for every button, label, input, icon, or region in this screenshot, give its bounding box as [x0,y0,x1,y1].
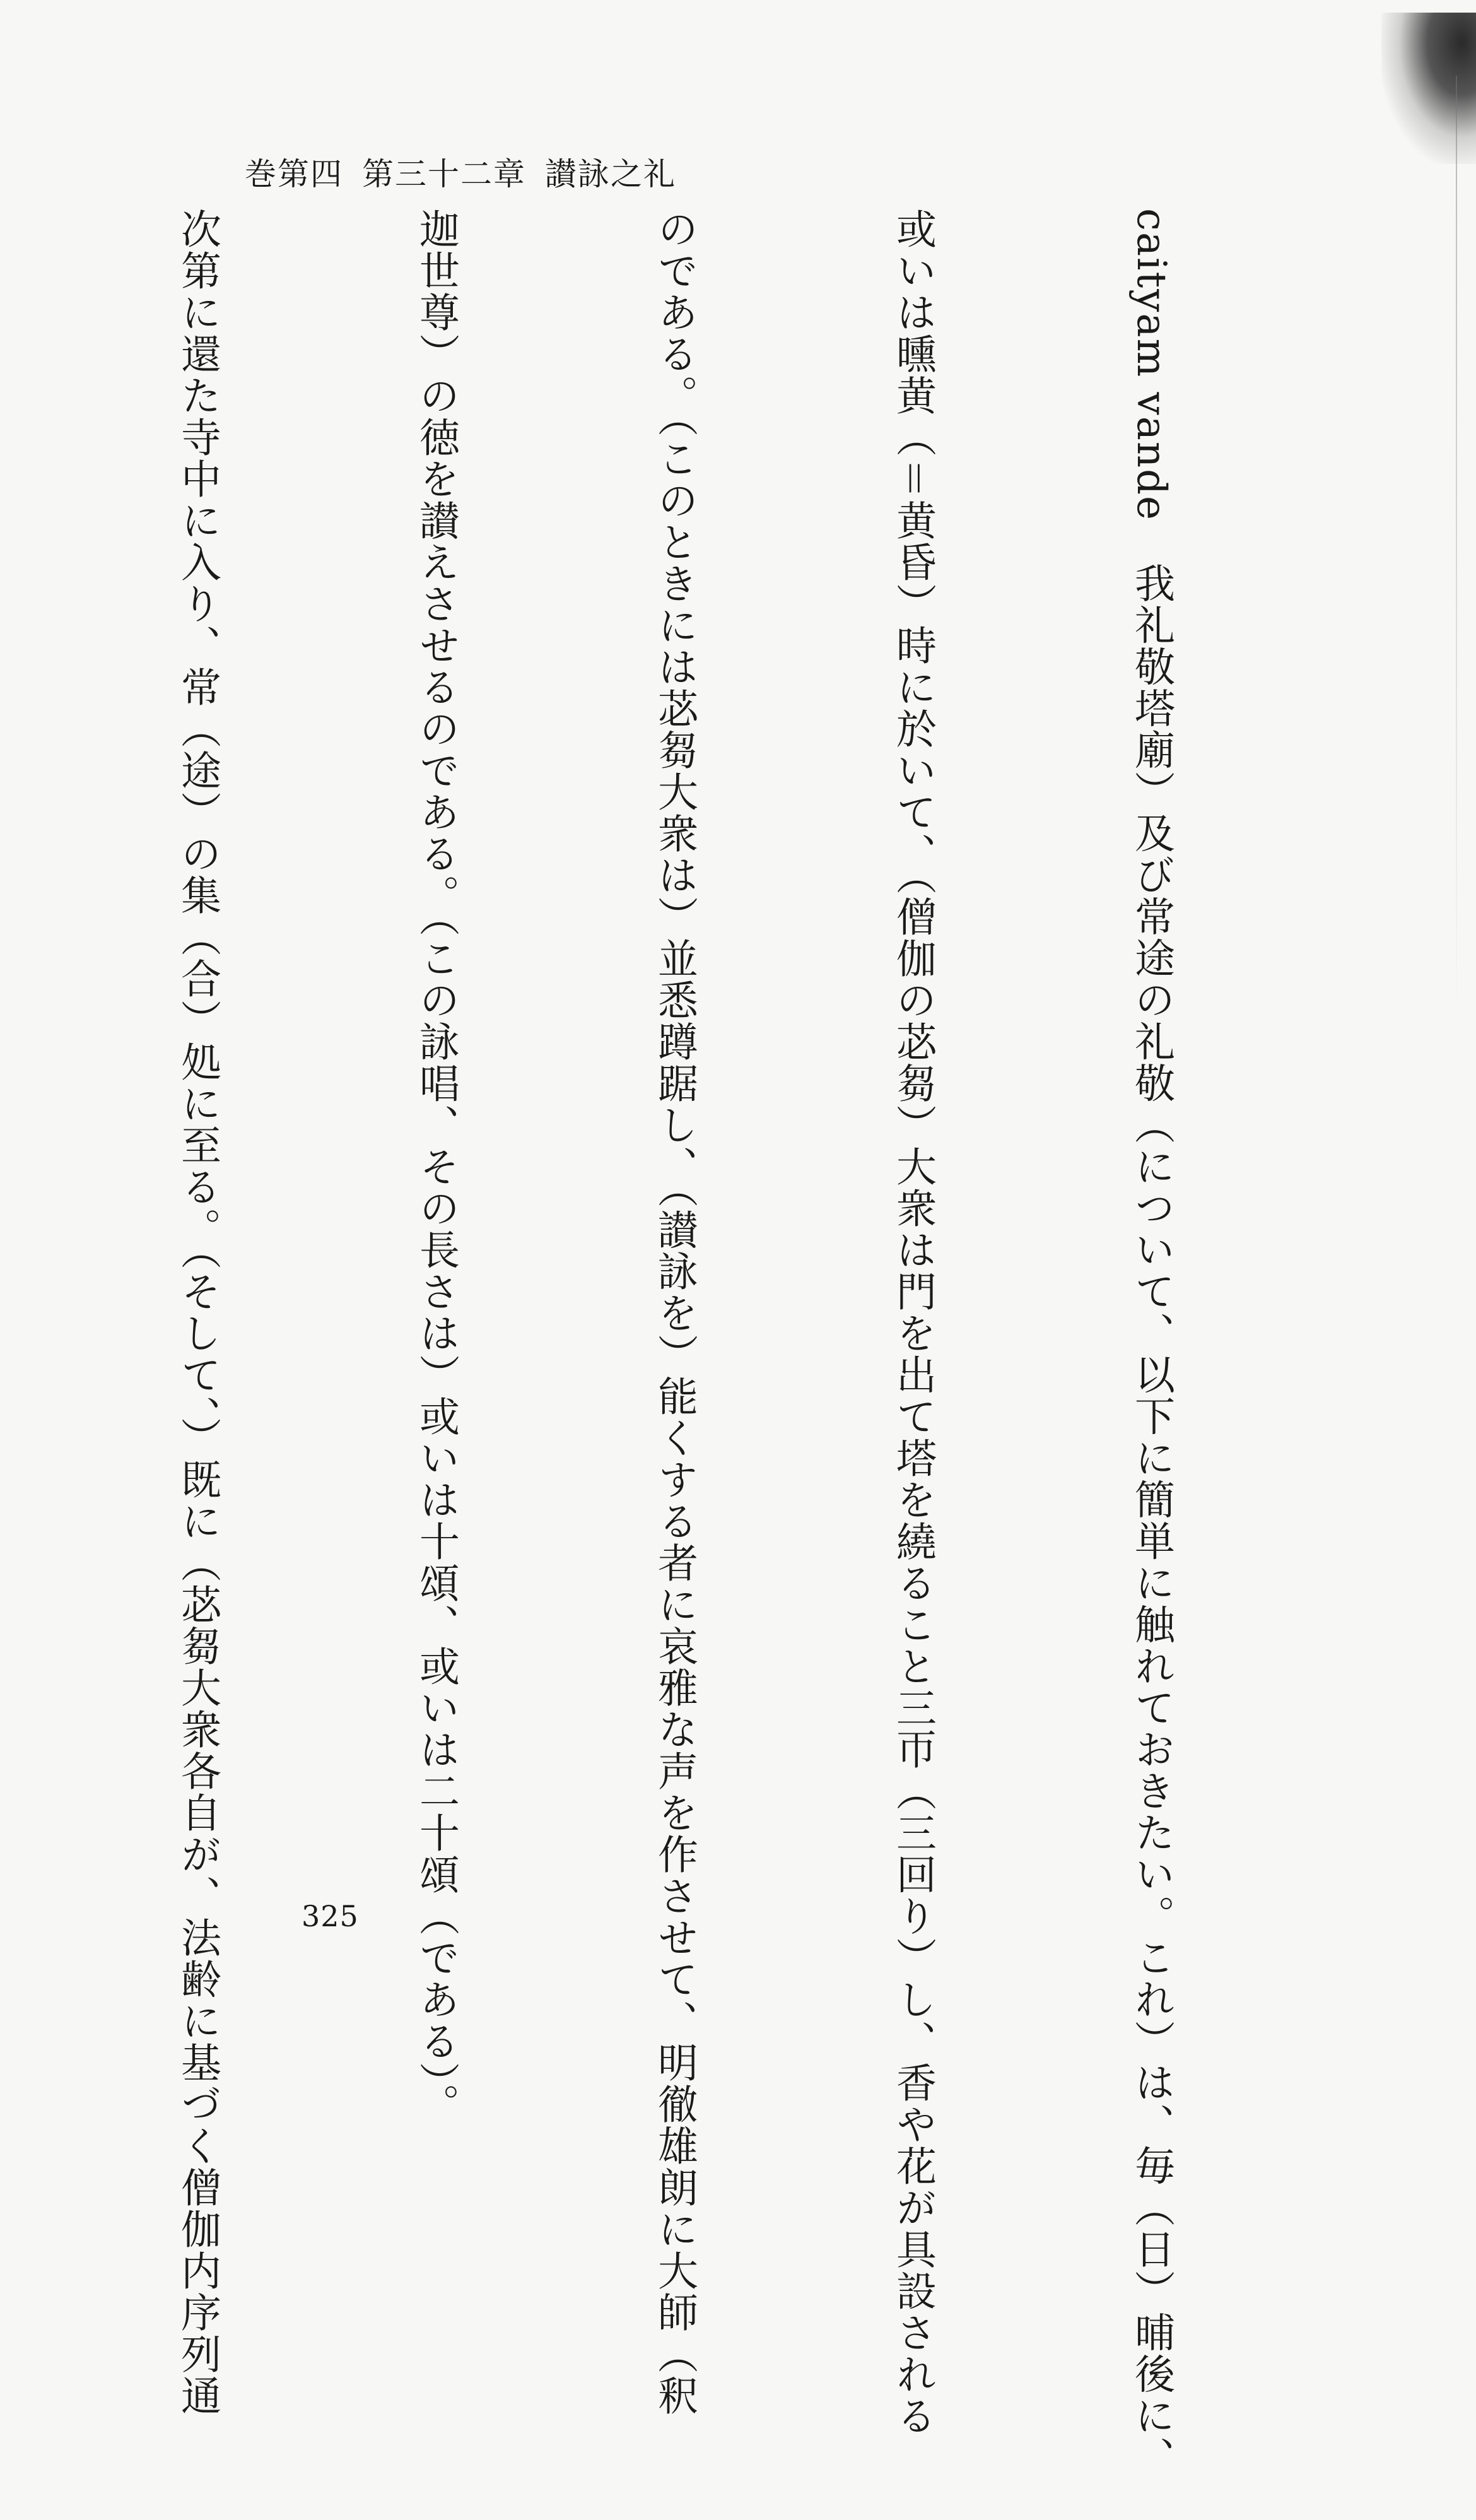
header-chapter: 第三十二章 [362,156,526,192]
text-line: caityam vande 我礼敬塔廟）及び常途の礼敬（について、以下に簡単に触れておきたい。これ）は、毎（日）晡後に、 [1128,208,1174,2478]
header-volume: 巻第四 [245,156,343,192]
text-line: 迦世尊）の徳を讃えさせるのである。（この詠唱、その長さは）或いは十頌、或いは二十頌（である）。 [413,208,459,2125]
text-line: 或いは曛黄（＝黄昏）時に於いて、（僧伽の苾芻）大衆は門を出て塔を繞ること三帀（三回り）し、香や花が具設される [889,208,936,2437]
running-header [245,149,695,194]
text-line: のである。（このときには苾芻大衆は）並悉蹲踞し、（讃詠を）能くする者に哀雅な声を作させて、明徹雄朗に大師（釈 [651,208,698,2417]
header-title: 讃詠之礼 [545,156,676,192]
scan-shadow [1381,13,1476,164]
scan-edge-line [1456,76,1457,1022]
text-line: 次第に還た寺中に入り、常（途）の集（合）処に至る。（そして、）既に（苾芻大衆各自が、法齢に基づく僧伽内序列通 [174,208,221,2417]
page-number: 325 [302,1899,359,1933]
